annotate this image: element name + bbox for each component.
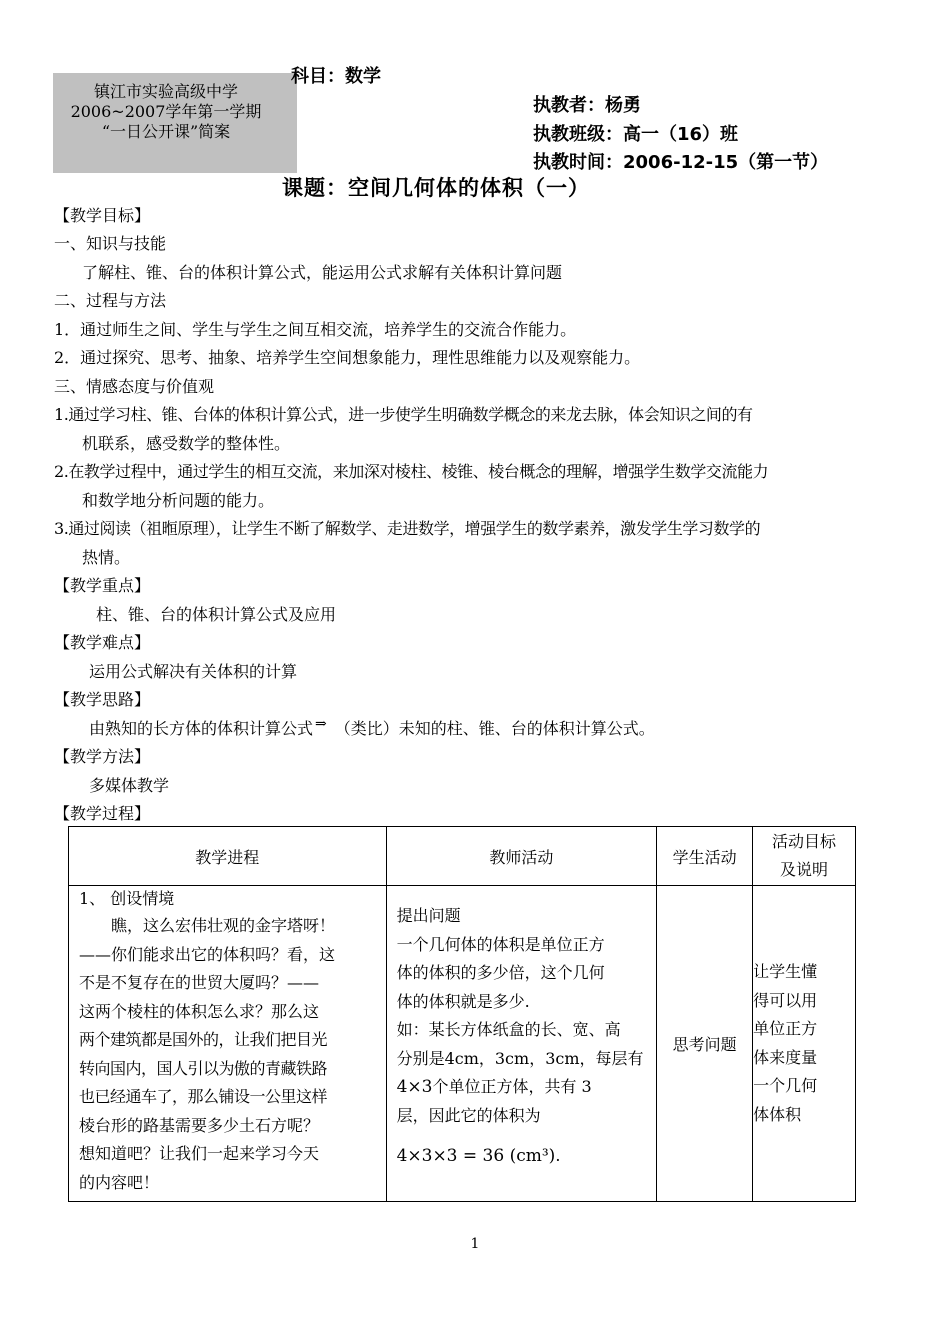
progress-line: 不是不复存在的世贸大厦吗？—— <box>79 973 320 992</box>
idea-text <box>89 716 655 740</box>
progress-line: 两个建筑都是国外的，让我们把目光 <box>79 1030 328 1049</box>
student-cell: 思考问题 <box>657 886 753 1202</box>
page-number: 1 <box>470 1236 480 1252</box>
idea-text-b: （类比）未知的柱、锥、台的体积计算公式。 <box>334 719 655 738</box>
math-expression: 4×3 <box>396 1077 433 1097</box>
process-heading: 【教学过程】 <box>54 804 151 823</box>
idea-text-a: 由熟知的长方体的体积计算公式 <box>89 719 314 738</box>
teacher-line: 如：某长方体纸盒的长、宽、高 <box>396 1020 621 1039</box>
section2-heading: 二、过程与方法 <box>54 291 167 310</box>
goal-heading: 【教学目标】 <box>54 206 151 225</box>
method-text: 多媒体教学 <box>89 776 170 795</box>
school-term: 2006~2007学年第一学期 <box>70 102 262 121</box>
math-expression: 4×3×3 = 36 (cm³) <box>396 1146 556 1166</box>
teacher-line: 提出问题 <box>396 906 461 925</box>
school-info <box>44 82 288 142</box>
goal-line: 得可以用 <box>753 990 818 1010</box>
goal-cell <box>753 886 856 1202</box>
header-progress: 教学进程 <box>69 827 387 886</box>
difficulty-heading: 【教学难点】 <box>54 633 151 652</box>
teacher-line <box>397 1142 649 1189</box>
teacher-line: 体的体积的多少倍，这个几何 <box>396 963 605 982</box>
section3-item: 2.在教学过程中，通过学生的相互交流，来加深对棱柱、棱锥、棱台概念的理解，增强学生数学交流能力 <box>54 462 769 481</box>
subject-label: 科目：数学 <box>291 66 381 87</box>
header-student: 学生活动 <box>657 827 753 886</box>
method-heading: 【教学方法】 <box>54 747 151 766</box>
section2-item: 2．通过探究、思考、抽象、培养学生空间想象能力，理性思维能力以及观察能力。 <box>54 348 641 367</box>
section2-item: 1．通过师生之间、学生与学生之间互相交流，培养学生的交流合作能力。 <box>54 320 577 339</box>
progress-line: 想知道吧？让我们一起来学习今天 <box>79 1144 320 1163</box>
teacher-line: 层，因此它的体积为 <box>396 1105 541 1125</box>
goal-line: 单位正方 <box>753 1019 818 1038</box>
key-heading: 【教学重点】 <box>54 576 151 595</box>
teacher-line-text: 个单位正方体，共有 3 <box>432 1077 592 1096</box>
teacher-line: 分别是4cm，3cm，3cm，每层有 <box>396 1048 644 1068</box>
lesson-title: 课题：空间几何体的体积（一） <box>282 176 590 200</box>
header-goal <box>753 827 856 886</box>
time-label: 执教时间：2006-12-15（第一节） <box>533 152 829 173</box>
header-goal-line: 活动目标 <box>772 832 837 851</box>
goal-line: 体体积 <box>753 1104 802 1124</box>
difficulty-text: 运用公式解决有关体积的计算 <box>89 662 298 681</box>
section3-item: 3.通过阅读（祖暅原理），让学生不断了解数学、走进数学，增强学生的数学素养，激发学生学习数学的 <box>54 519 761 538</box>
teacher-tail: . <box>555 1146 561 1165</box>
goal-line: 让学生懂 <box>753 962 818 981</box>
teacher-label: 执教者：杨勇 <box>533 95 641 116</box>
progress-line: 的内容吧！ <box>79 1172 160 1192</box>
section3-heading: 三、情感态度与价值观 <box>54 377 215 396</box>
class-label: 执教班级：高一（16）班 <box>533 124 739 145</box>
progress-cell <box>69 886 387 1202</box>
lesson-type: “一日公开课”简案 <box>101 122 231 141</box>
process-table <box>68 826 856 1202</box>
progress-line: ——你们能求出它的体积吗？看，这 <box>79 944 336 964</box>
teacher-cell <box>386 886 657 1202</box>
teacher-line: 一个几何体的体积是单位正方 <box>396 934 605 954</box>
table-row <box>69 886 856 1202</box>
table-header-row <box>69 827 856 886</box>
section1-heading: 一、知识与技能 <box>54 234 167 253</box>
progress-line: 转向国内，国人引以为傲的青藏铁路 <box>79 1058 328 1078</box>
progress-line: 也已经通车了，那么铺设一公里这样 <box>79 1087 328 1106</box>
progress-line: 这两个棱柱的体积怎么求？那么这 <box>79 1001 320 1021</box>
key-text: 柱、锥、台的体积计算公式及应用 <box>96 605 337 624</box>
section3-item: 1.通过学习柱、锥、台体的体积计算公式，进一步使学生明确数学概念的来龙去脉，体会知识之间的有 <box>54 405 753 424</box>
progress-line: 1、 创设情境 <box>79 889 175 908</box>
section3-item-cont: 和数学地分析问题的能力。 <box>82 491 275 510</box>
header-goal-line: 及说明 <box>780 860 829 879</box>
implies-arrow-icon: ⇒ <box>315 716 327 732</box>
header-teacher: 教师活动 <box>386 827 657 886</box>
progress-line: 棱台形的路基需要多少土石方呢？ <box>79 1115 320 1135</box>
progress-line: 瞧，这么宏伟壮观的金字塔呀！ <box>79 916 336 935</box>
section3-item-cont: 热情。 <box>82 548 131 567</box>
teacher-line: 体的体积就是多少. <box>396 991 530 1011</box>
school-name: 镇江市实验高级中学 <box>93 82 238 101</box>
idea-heading: 【教学思路】 <box>54 690 151 709</box>
section3-item-cont: 机联系，感受数学的整体性。 <box>82 434 291 453</box>
goal-line: 一个几何 <box>753 1076 818 1095</box>
section1-text: 了解柱、锥、台的体积计算公式，能运用公式求解有关体积计算问题 <box>82 263 563 282</box>
teacher-line <box>397 1073 649 1102</box>
goal-line: 体来度量 <box>753 1047 818 1067</box>
